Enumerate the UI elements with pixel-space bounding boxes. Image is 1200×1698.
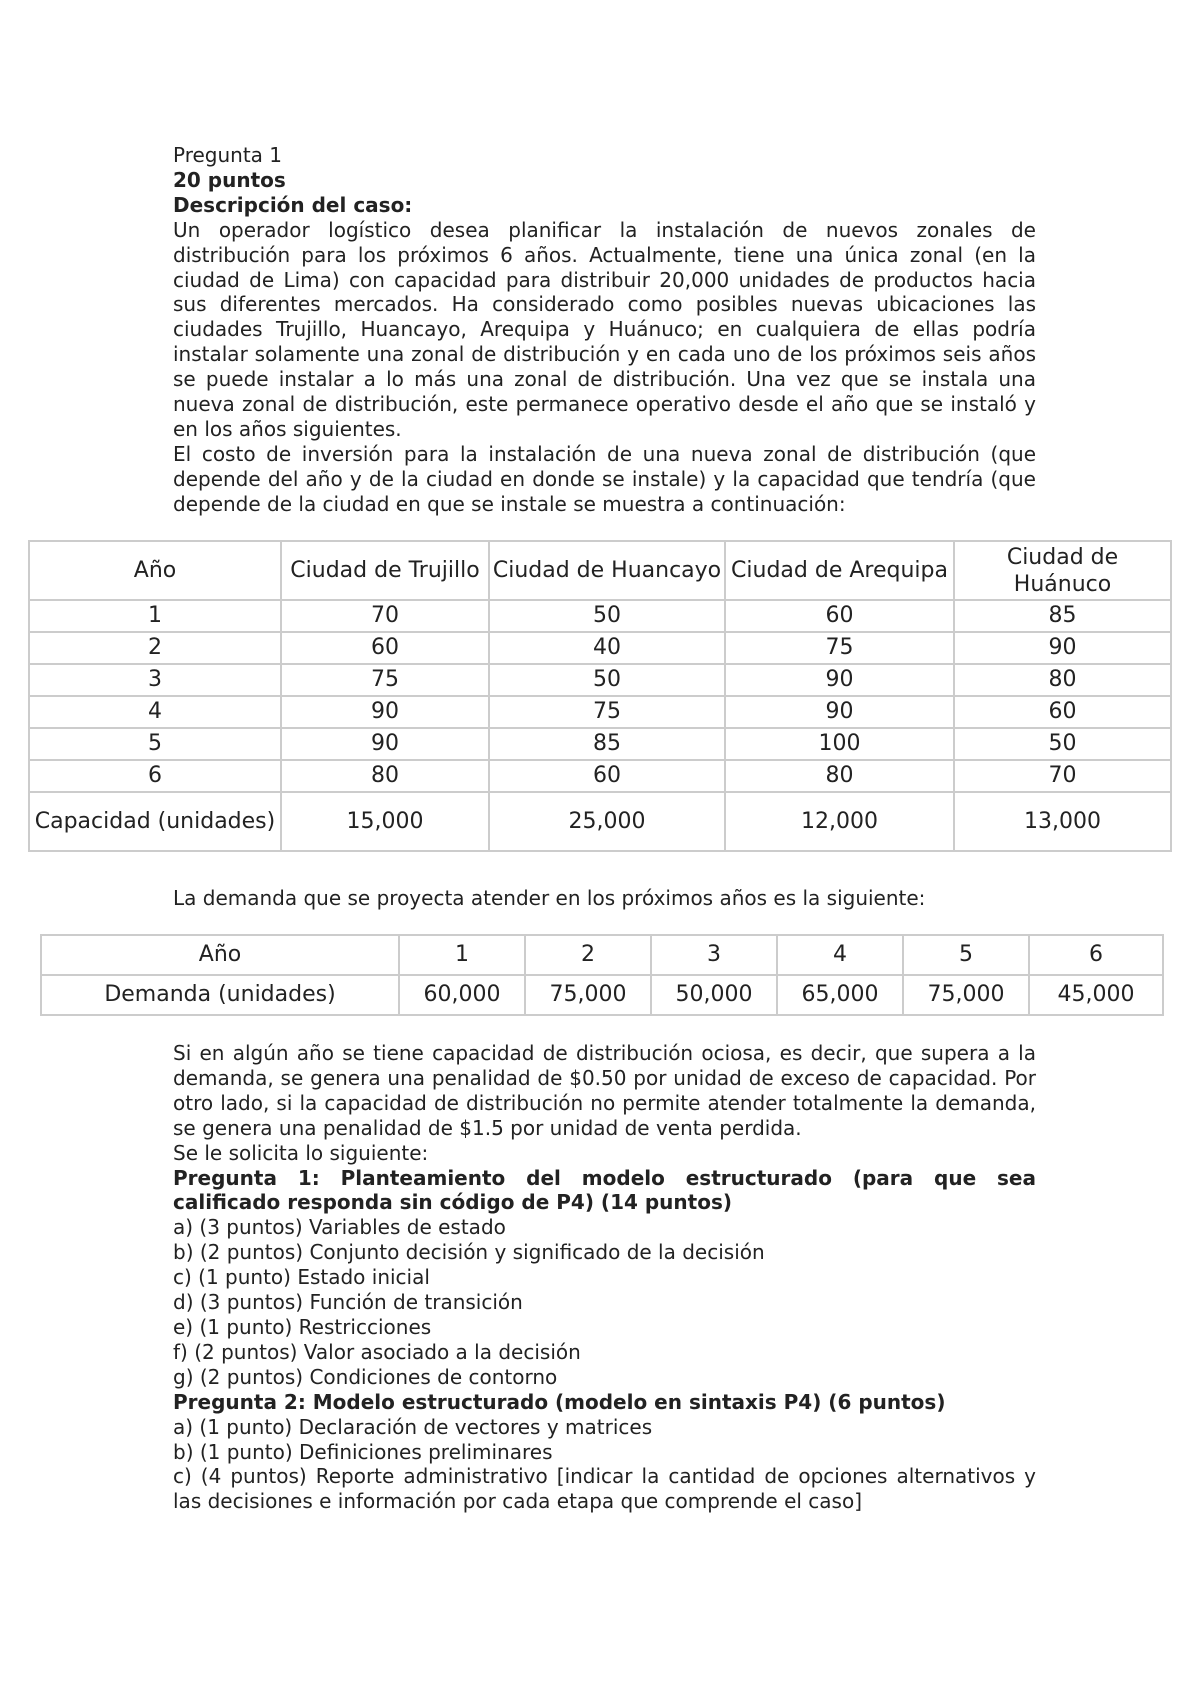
header-cell: 1 — [399, 935, 525, 975]
demand-table — [40, 934, 1164, 1016]
table-cell: 50 — [489, 664, 725, 696]
list-item: c) (4 puntos) Reporte administrativo [indicar la cantidad de opciones alternativos y las decisiones e información por cada etapa que comprende el caso] — [173, 1464, 1036, 1514]
header-cell: 4 — [777, 935, 903, 975]
header-cell: Ciudad de Trujillo — [281, 541, 489, 600]
table-cell: 75,000 — [525, 975, 651, 1015]
table-cell: 60 — [281, 632, 489, 664]
table-cell: 90 — [725, 696, 954, 728]
table-cell: 75 — [489, 696, 725, 728]
table-cell: 60 — [725, 600, 954, 632]
table-cell: 3 — [29, 664, 281, 696]
table-cell: 45,000 — [1029, 975, 1163, 1015]
header-cell: 3 — [651, 935, 777, 975]
table-row — [29, 696, 1171, 728]
header-cell: Ciudad de Huánuco — [954, 541, 1171, 600]
table-cell: 60,000 — [399, 975, 525, 1015]
table-cell: 65,000 — [777, 975, 903, 1015]
table-cell: 90 — [281, 696, 489, 728]
header-cell: 5 — [903, 935, 1029, 975]
table-cell: 80 — [725, 760, 954, 792]
points-label: 20 puntos — [173, 167, 286, 192]
capacity-cell: 25,000 — [489, 792, 725, 851]
penalty-paragraph: Si en algún año se tiene capacidad de distribución ociosa, es decir, que supera a la demanda, se genera una penalidad de $0.50 por unidad de exceso de capacidad. Por otro lado, si la capacidad de distribución no permite atender totalmente la demanda, se genera una penalidad de $1.5 por unidad de venta perdida. — [173, 1041, 1036, 1140]
capacity-cell: 13,000 — [954, 792, 1171, 851]
table-header-row — [29, 541, 1171, 600]
cost-capacity-table — [28, 540, 1172, 852]
question-2-title: Pregunta 2: Modelo estructurado (modelo en sintaxis P4) (6 puntos) — [173, 1389, 946, 1414]
table-cell: 90 — [725, 664, 954, 696]
table-cell: 90 — [954, 632, 1171, 664]
table-cell: 70 — [954, 760, 1171, 792]
table-row — [29, 600, 1171, 632]
header-cell: 6 — [1029, 935, 1163, 975]
list-item: b) (2 puntos) Conjunto decisión y significado de la decisión — [173, 1240, 765, 1265]
table-cell: 75,000 — [903, 975, 1029, 1015]
table-cell: 5 — [29, 728, 281, 760]
request-line: Se le solicita lo siguiente: — [173, 1140, 429, 1165]
table-cell: 100 — [725, 728, 954, 760]
instructions — [173, 1041, 1036, 1514]
list-item: g) (2 puntos) Condiciones de contorno — [173, 1364, 558, 1389]
table-header-row — [41, 935, 1163, 975]
case-description — [173, 143, 1036, 517]
question-1-title: Pregunta 1: Planteamiento del modelo estructurado (para que sea calificado responda sin código de P4) (14 puntos) — [173, 1165, 1036, 1215]
header-cell: Ciudad de Huancayo — [489, 541, 725, 600]
table-row — [29, 728, 1171, 760]
header-cell: Año — [29, 541, 281, 600]
table-cell: 70 — [281, 600, 489, 632]
table-cell: 75 — [725, 632, 954, 664]
table-row — [29, 664, 1171, 696]
description-paragraph: Un operador logístico desea planificar la instalación de nuevos zonales de distribución para los próximos 6 años. Actualmente, tiene una única zonal (en la ciudad de Lima) con capacidad para distribuir 20,000 unidades de productos hacia sus diferentes mercados. Ha considerado como posibles nuevas ubicaciones las ciudades Trujillo, Huancayo, Arequipa y Huánuco; en cualquiera de ellas podría instalar solamente una zonal de distribución y en cada uno de los próximos seis años se puede instalar a lo más una zonal de distribución. Una vez que se instala una nueva zonal de distribución, este permanece operativo desde el año que se instaló y en los años siguientes. — [173, 217, 1036, 441]
header-cell: Año — [41, 935, 399, 975]
list-item: a) (3 puntos) Variables de estado — [173, 1215, 506, 1240]
table-cell: 40 — [489, 632, 725, 664]
table-cell: 80 — [281, 760, 489, 792]
section-heading: Descripción del caso: — [173, 192, 413, 217]
table-cell: Demanda (unidades) — [41, 975, 399, 1015]
list-item: c) (1 punto) Estado inicial — [173, 1265, 430, 1290]
table-cell: 80 — [954, 664, 1171, 696]
table-cell: 75 — [281, 664, 489, 696]
table-cell: 50 — [489, 600, 725, 632]
list-item: b) (1 punto) Definiciones preliminares — [173, 1439, 553, 1464]
table-cell: 6 — [29, 760, 281, 792]
list-item: f) (2 puntos) Valor asociado a la decisión — [173, 1339, 581, 1364]
table-cell: 2 — [29, 632, 281, 664]
header-cell: Ciudad de Arequipa — [725, 541, 954, 600]
capacity-cell: 12,000 — [725, 792, 954, 851]
table-row — [29, 760, 1171, 792]
table-cell: 1 — [29, 600, 281, 632]
table-cell: 85 — [489, 728, 725, 760]
demand-intro: La demanda que se proyecta atender en los próximos años es la siguiente: — [173, 886, 926, 910]
cost-intro-paragraph: El costo de inversión para la instalación de una nueva zonal de distribución (que depende del año y de la ciudad en donde se instale) y la capacidad que tendría (que depende de la ciudad en que se instale se muestra a continuación: — [173, 441, 1036, 516]
table-cell: 4 — [29, 696, 281, 728]
capacity-cell: 15,000 — [281, 792, 489, 851]
list-item: d) (3 puntos) Función de transición — [173, 1290, 523, 1315]
table-cell: 50,000 — [651, 975, 777, 1015]
question-label: Pregunta 1 — [173, 143, 283, 167]
table-cell: 90 — [281, 728, 489, 760]
list-item: e) (1 punto) Restricciones — [173, 1314, 432, 1339]
list-item: a) (1 punto) Declaración de vectores y matrices — [173, 1414, 653, 1439]
table-cell: 60 — [954, 696, 1171, 728]
table-cell: 60 — [489, 760, 725, 792]
table-cell: 50 — [954, 728, 1171, 760]
capacity-row — [29, 792, 1171, 851]
table-row — [29, 632, 1171, 664]
table-row — [41, 975, 1163, 1015]
table-cell: 85 — [954, 600, 1171, 632]
header-cell: 2 — [525, 935, 651, 975]
capacity-label: Capacidad (unidades) — [29, 792, 281, 851]
